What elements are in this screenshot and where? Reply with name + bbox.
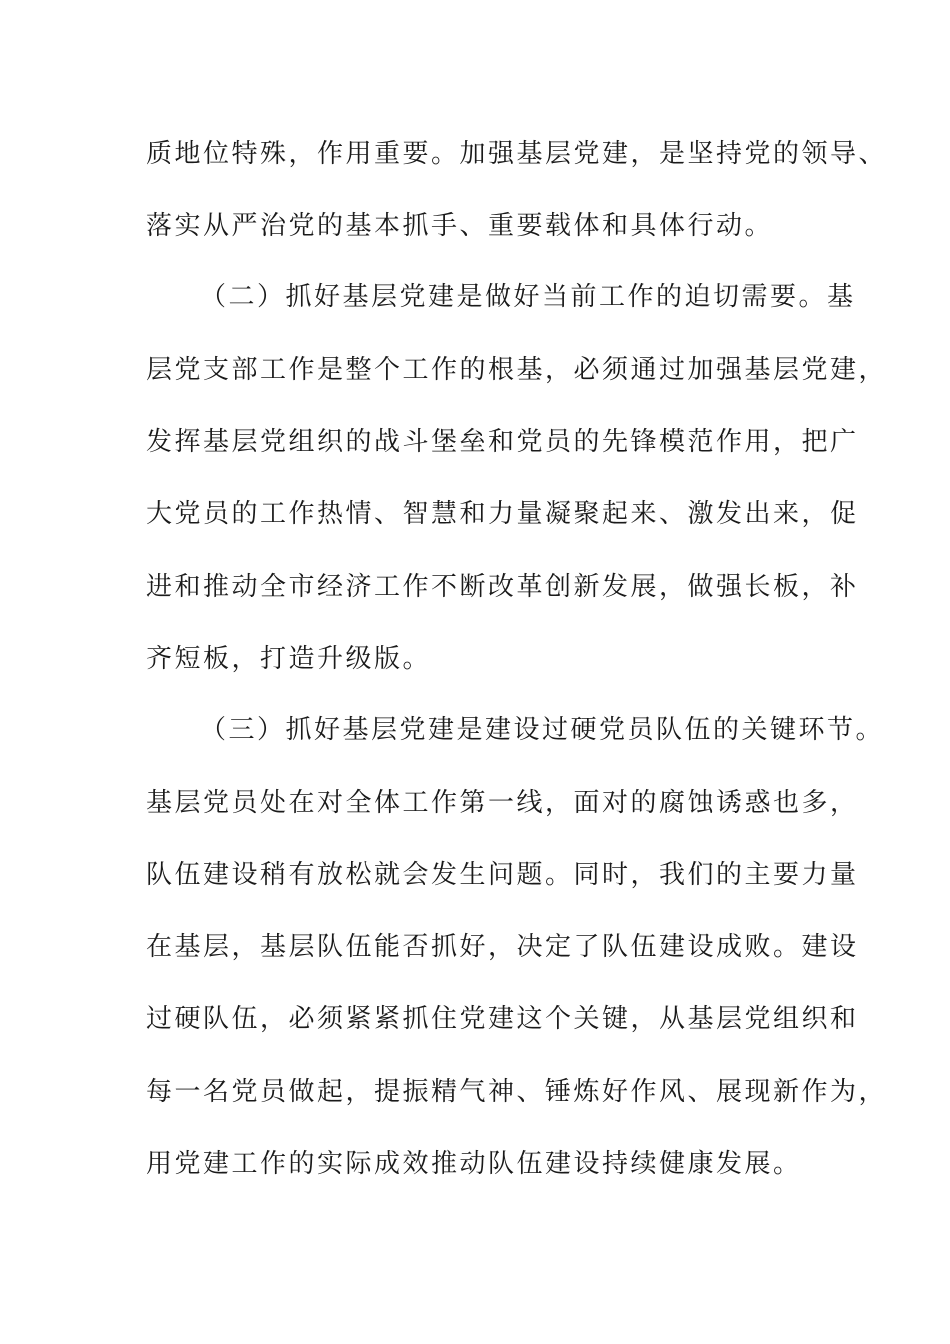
text-line: 大党员的工作热情、智慧和力量凝聚起来、激发出来，促 [146,499,859,529]
section-heading-line: （三）抓好基层党建是建设过硬党员队伍的关键环节。 [200,715,885,745]
text-line: 队伍建设稍有放松就会发生问题。同时，我们的主要力量 [146,860,859,890]
text-line: 齐短板，打造升级版。 [146,644,432,674]
text-line: 发挥基层党组织的战斗堡垒和党员的先锋模范作用，把广 [146,427,859,457]
text-line: 过硬队伍，必须紧紧抓住党建这个关键，从基层党组织和 [146,1004,859,1034]
text-line: 在基层，基层队伍能否抓好，决定了队伍建设成败。建设 [146,932,859,962]
section-heading-line: （二）抓好基层党建是做好当前工作的迫切需要。基 [200,282,856,312]
text-line: 用党建工作的实际成效推动队伍建设持续健康发展。 [146,1149,802,1179]
text-line: 层党支部工作是整个工作的根基，必须通过加强基层党建， [146,355,888,385]
text-line: 基层党员处在对全体工作第一线，面对的腐蚀诱惑也多， [146,788,859,818]
text-line: 进和推动全市经济工作不断改革创新发展，做强长板，补 [146,572,859,602]
text-line: 每一名党员做起，提振精气神、锤炼好作风、展现新作为， [146,1077,888,1107]
text-line: 落实从严治党的基本抓手、重要载体和具体行动。 [146,211,774,241]
text-line: 质地位特殊，作用重要。加强基层党建，是坚持党的领导、 [146,139,888,169]
